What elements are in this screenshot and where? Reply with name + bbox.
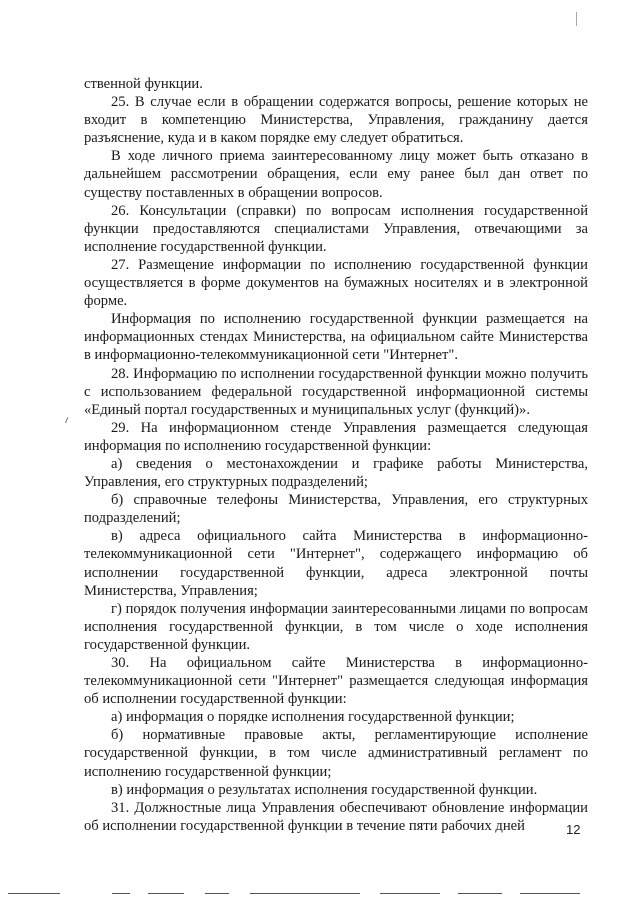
- paragraph-26: 26. Консультации (справки) по вопросам исполнения государственной функции предоставляются специалистами Управления, отвечающими за исполнение государственной функции.: [84, 202, 588, 255]
- paragraph-25: 25. В случае если в обращении содержатся вопросы, решение которых не входит в компетенцию Министерства, Управления, гражданину дается разъяснение, куда и в каком порядке ему следует обратиться.: [84, 94, 588, 147]
- scan-dash: [520, 893, 580, 894]
- paragraph-31: 31. Должностные лица Управления обеспечивают обновление информации об исполнении государственной функции в течение пяти рабочих дней: [84, 799, 588, 834]
- scan-dash: [8, 893, 60, 894]
- paragraph-29: 29. На информационном стенде Управления размещается следующая информация по исполнению государственной функции:: [84, 419, 588, 454]
- paragraph-29-item-v: в) адреса официального сайта Министерства в информационно-телекоммуникационной сети "Интернет", содержащего информацию об исполнении государственной функции, адреса электронной почты Министерства, Управления;: [84, 528, 588, 599]
- margin-pen-mark: [65, 417, 72, 425]
- scan-bottom-edge: [0, 893, 640, 901]
- paragraph-30-item-a: а) информация о порядке исполнения государственной функции;: [111, 709, 515, 726]
- paragraph-29-item-b: б) справочные телефоны Министерства, Управления, его структурных подразделений;: [84, 492, 588, 527]
- body-text: [84, 75, 588, 835]
- paragraph-29-item-g: г) порядок получения информации заинтересованными лицами по вопросам исполнения государственной функции, в том числе о ходе исполнения государственной функции.: [84, 600, 588, 653]
- paragraph-continuation: ственной функции.: [84, 76, 203, 92]
- page-number: 12: [566, 822, 581, 837]
- paragraph-30: 30. На официальном сайте Министерства в информационно-телекоммуникационной сети "Интернет" размещается следующая информация об исполнении государственной функции:: [84, 655, 588, 708]
- scan-dash: [148, 893, 184, 894]
- scan-corner-mark: [576, 12, 577, 26]
- paragraph-29-item-a: а) сведения о местонахождении и графике работы Министерства, Управления, его структурных подразделений;: [84, 455, 588, 491]
- scan-dash: [458, 893, 502, 894]
- paragraph-30-item-v: в) информация о результатах исполнения государственной функции.: [111, 781, 538, 798]
- scan-dash: [112, 893, 130, 894]
- scan-dash: [205, 893, 229, 894]
- paragraph-27: 27. Размещение информации по исполнению государственной функции осуществляется в форме документов на бумажных носителях и в электронной форме.: [84, 256, 588, 310]
- paragraph-25-personal-reception: В ходе личного приема заинтересованному лицу может быть отказано в дальнейшем рассмотрении обращения, если ему ранее был дан ответ по существу поставленных в обращении вопросов.: [84, 148, 588, 201]
- paragraph-30-item-b: б) нормативные правовые акты, регламентирующие исполнение государственной функции, в том числе административный регламент по исполнению государственной функции;: [84, 727, 588, 780]
- scan-dash: [380, 893, 440, 894]
- scan-dash: [250, 893, 360, 894]
- paragraph-28: 28. Информацию по исполнении государственной функции можно получить с использованием федеральной государственной информационной системы «Единый портал государственных и муниципальных услуг (функций)».: [84, 365, 588, 418]
- paragraph-27-information-placement: Информация по исполнению государственной функции размещается на информационных стендах Министерства, на официальном сайте Министерства в информационно-телекоммуникационной сети "Интернет".: [84, 311, 588, 364]
